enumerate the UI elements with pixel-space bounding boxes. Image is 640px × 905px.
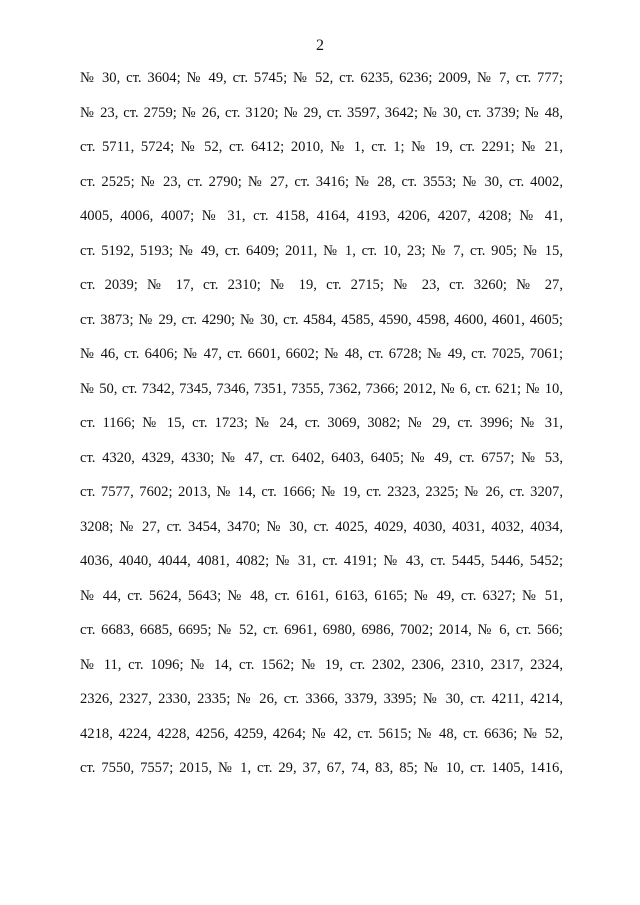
text-line: № 46, ст. 6406; № 47, ст. 6601, 6602; № 48, ст. 6728; № 49, ст. 7025, 7061;: [80, 346, 563, 362]
text-line: № 11, ст. 1096; № 14, ст. 1562; № 19, ст. 2302, 2306, 2310, 2317, 2324,: [80, 656, 563, 673]
text-line: ст. 6683, 6685, 6695; № 52, ст. 6961, 6980, 6986, 7002; 2014, № 6, ст. 566;: [80, 622, 563, 638]
document-body: [80, 69, 563, 794]
text-line: ст. 7577, 7602; 2013, № 14, ст. 1666; № 19, ст. 2323, 2325; № 26, ст. 3207,: [80, 484, 563, 500]
text-line: ст. 7550, 7557; 2015, № 1, ст. 29, 37, 67, 74, 83, 85; № 10, ст. 1405, 1416,: [80, 760, 563, 776]
text-line: № 44, ст. 5624, 5643; № 48, ст. 6161, 6163, 6165; № 49, ст. 6327; № 51,: [80, 587, 563, 604]
text-line: ст. 2039; № 17, ст. 2310; № 19, ст. 2715; № 23, ст. 3260; № 27,: [80, 277, 563, 293]
text-line: 4036, 4040, 4044, 4081, 4082; № 31, ст. 4191; № 43, ст. 5445, 5446, 5452;: [80, 553, 563, 569]
text-line: 4005, 4006, 4007; № 31, ст. 4158, 4164, 4193, 4206, 4207, 4208; № 41,: [80, 208, 563, 224]
text-line: № 23, ст. 2759; № 26, ст. 3120; № 29, ст. 3597, 3642; № 30, ст. 3739; № 48,: [80, 104, 563, 121]
page-number: 2: [316, 37, 324, 54]
text-line: 4218, 4224, 4228, 4256, 4259, 4264; № 42, ст. 5615; № 48, ст. 6636; № 52,: [80, 725, 563, 742]
text-line: № 50, ст. 7342, 7345, 7346, 7351, 7355, 7362, 7366; 2012, № 6, ст. 621; № 10,: [80, 380, 563, 397]
text-line: 2326, 2327, 2330, 2335; № 26, ст. 3366, 3379, 3395; № 30, ст. 4211, 4214,: [80, 691, 563, 707]
text-line: ст. 1166; № 15, ст. 1723; № 24, ст. 3069, 3082; № 29, ст. 3996; № 31,: [80, 415, 563, 431]
text-line: ст. 3873; № 29, ст. 4290; № 30, ст. 4584, 4585, 4590, 4598, 4600, 4601, 4605;: [80, 311, 563, 328]
text-line: ст. 4320, 4329, 4330; № 47, ст. 6402, 6403, 6405; № 49, ст. 6757; № 53,: [80, 449, 563, 466]
text-line: 3208; № 27, ст. 3454, 3470; № 30, ст. 4025, 4029, 4030, 4031, 4032, 4034,: [80, 518, 563, 535]
text-line: № 30, ст. 3604; № 49, ст. 5745; № 52, ст. 6235, 6236; 2009, № 7, ст. 777;: [80, 70, 563, 86]
text-line: ст. 5192, 5193; № 49, ст. 6409; 2011, № 1, ст. 10, 23; № 7, ст. 905; № 15,: [80, 242, 563, 259]
text-line: ст. 5711, 5724; № 52, ст. 6412; 2010, № 1, ст. 1; № 19, ст. 2291; № 21,: [80, 139, 563, 155]
text-line: ст. 2525; № 23, ст. 2790; № 27, ст. 3416; № 28, ст. 3553; № 30, ст. 4002,: [80, 173, 563, 190]
